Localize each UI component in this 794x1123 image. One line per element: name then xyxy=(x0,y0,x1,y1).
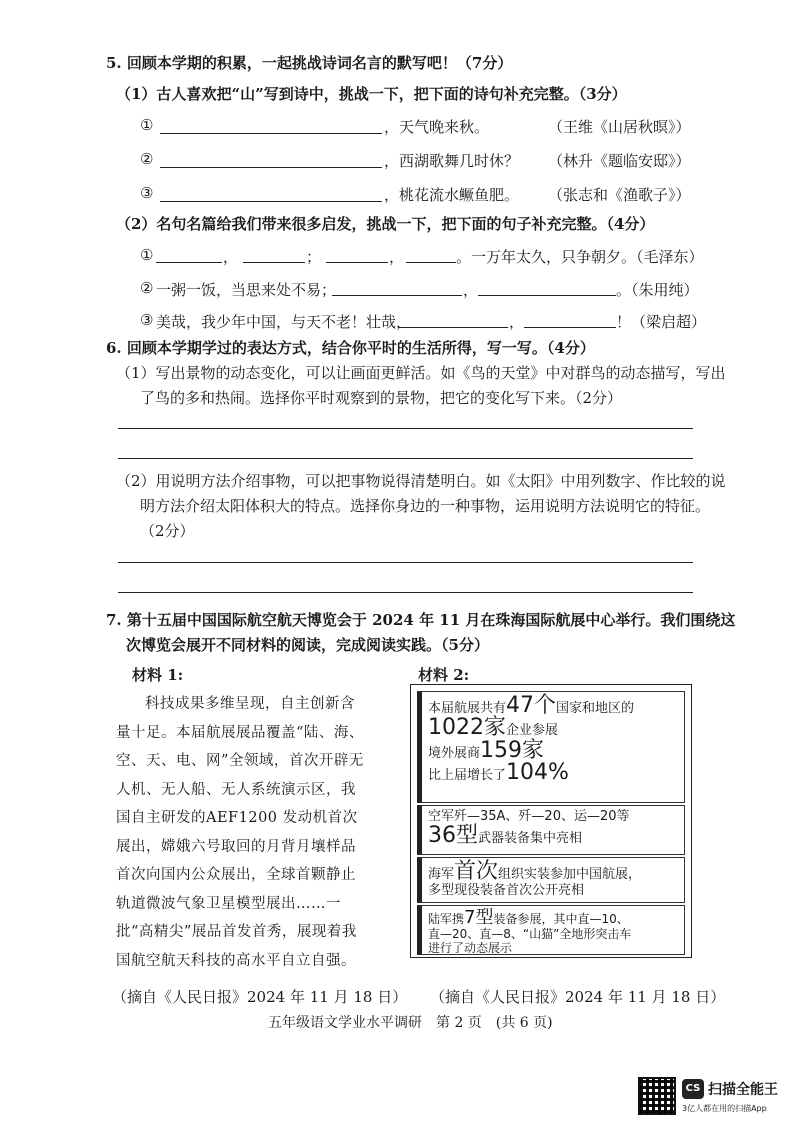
info-number: 7型 xyxy=(464,907,494,928)
info-text: 境外展商 xyxy=(428,745,481,761)
verse-text: ，天气晚来秋。 xyxy=(384,118,490,136)
item-number: ③ xyxy=(140,184,154,202)
q5-title: 5. 回顾本学期的积累，一起挑战诗词名言的默写吧！（7分） xyxy=(106,54,513,72)
blank-line[interactable] xyxy=(398,327,508,328)
info-text: 海军 xyxy=(428,867,455,882)
sentence-prefix: 一粥一饭，当思来处不易； xyxy=(156,281,337,299)
item-number: ② xyxy=(140,279,154,297)
info-number: 159家 xyxy=(480,737,545,763)
blank-line[interactable] xyxy=(160,201,382,202)
verse-source: （林升《题临安邸》） xyxy=(548,152,691,170)
blank-line[interactable] xyxy=(326,262,388,263)
page-footer: 五年级语文学业水平调研 第 2 页 (共 6 页) xyxy=(268,1015,553,1031)
answer-line[interactable] xyxy=(118,562,693,563)
q6-p1-line1: （1）写出景物的动态变化，可以让画面更鲜活。如《鸟的天堂》中对群鸟的动态描写，写出 xyxy=(116,364,726,382)
info-text: 比上届增长了 xyxy=(428,767,507,783)
separator: ； xyxy=(306,248,322,266)
item-number: ② xyxy=(140,150,154,168)
qr-code-icon xyxy=(638,1077,676,1115)
q7-title-line1: 7. 第十五届中国国际航空航天博览会于 2024 年 11 月在珠海国际航展中心举行。我们围绕这 xyxy=(106,611,736,629)
material1-text xyxy=(116,690,366,975)
blank-line[interactable] xyxy=(406,262,456,263)
blank-line[interactable] xyxy=(332,295,462,296)
info-text: 空军歼—35A、歼—20、运—20等 xyxy=(428,809,630,824)
material1-label: 材料 1: xyxy=(132,666,184,684)
answer-line[interactable] xyxy=(118,592,693,593)
material1-source: （摘自《人民日报》2024 年 11 月 18 日） xyxy=(112,988,408,1006)
blank-line[interactable] xyxy=(243,262,305,263)
info-text: 武器装备集中亮相 xyxy=(478,831,583,847)
item-number: ① xyxy=(140,246,154,264)
info-text: 国家和地区的 xyxy=(556,701,635,716)
info-text: 装备参展，其中直—10、 xyxy=(493,912,629,926)
material2-infographic xyxy=(410,684,692,958)
scanner-title: 扫描全能王 xyxy=(708,1082,778,1098)
material2-label: 材料 2: xyxy=(418,666,470,684)
material1-paragraph: 科技成果多维呈现，自主创新含量十足。本届航展展品覆盖“陆、海、空、天、电、网”全领域，首次开辟无人机、无人船、无人系统演示区，我国自主研发的AEF1200 发动机首次展出，嫦娥六号取回的月背月壤样品首次向国内公众展出，全球首颗静止轨道微波气象卫星模型展出……一批“高精尖”展品首发首秀，展现着我国航空航天科技的高水平自立自强。 xyxy=(116,696,364,969)
scanner-subtitle: 3亿人都在用的扫描App xyxy=(682,1104,767,1113)
verse-source: （张志和《渔歌子》） xyxy=(548,186,691,204)
line-tail: 。一万年太久，只争朝夕。（毛泽东） xyxy=(456,248,704,266)
camscanner-logo: CS xyxy=(682,1079,704,1099)
q6-p1-line2: 了鸟的多和热闹。选择你平时观察到的景物，把它的变化写下来。（2分） xyxy=(140,389,623,407)
info-number: 104% xyxy=(506,759,569,785)
blank-line[interactable] xyxy=(156,262,222,263)
info-number: 36型 xyxy=(428,823,478,849)
blank-line[interactable] xyxy=(524,327,616,328)
info-text: 直—20、直—8、“山猫”全地形突击车 xyxy=(428,927,632,941)
info-block-army xyxy=(417,905,685,955)
info-text: 进行了动态展示 xyxy=(428,941,513,956)
blank-line[interactable] xyxy=(478,295,616,296)
verse-text: ，西湖歌舞几时休？ xyxy=(384,152,520,170)
info-text: 组织实装参加中国航展， xyxy=(498,867,642,882)
q6-title: 6. 回顾本学期学过的表达方式，结合你平时的生活所得，写一写。（4分） xyxy=(106,339,595,357)
line-tail: ！（梁启超） xyxy=(616,313,707,331)
blank-line[interactable] xyxy=(160,133,382,134)
q6-p2-line2: 明方法介绍太阳体积大的特点。选择你身边的一种事物，运用说明方法说明它的特征。 xyxy=(140,497,711,515)
info-text: 本届航展共有 xyxy=(428,701,507,716)
verse-source: （王维《山居秋暝》） xyxy=(548,118,691,136)
q5-sub1: （1）古人喜欢把“山”写到诗中，挑战一下，把下面的诗句补充完整。（3分） xyxy=(116,85,627,103)
separator: ， xyxy=(463,281,479,299)
blank-line[interactable] xyxy=(160,167,382,168)
separator: ， xyxy=(389,248,405,266)
q6-p2-line1: （2）用说明方法介绍事物，可以把事物说得清楚明白。如《太阳》中用列数字、作比较的说 xyxy=(116,472,726,490)
answer-line[interactable] xyxy=(118,458,693,459)
info-block-navy xyxy=(417,857,685,903)
item-number: ① xyxy=(140,116,154,134)
verse-text: ，桃花流水鳜鱼肥。 xyxy=(384,186,520,204)
info-text: 陆军携 xyxy=(428,912,465,926)
answer-line[interactable] xyxy=(118,428,693,429)
info-number: 1022家 xyxy=(428,715,506,741)
separator: ， xyxy=(509,313,525,331)
info-text: 多型现役装备首次公开亮相 xyxy=(428,883,585,899)
info-block-airforce xyxy=(417,805,685,855)
q6-p2-line3: （2分） xyxy=(140,522,195,540)
q5-sub2: （2）名句名篇给我们带来很多启发，挑战一下，把下面的句子补充完整。（4分） xyxy=(116,215,655,233)
q7-title-line2: 次博览会展开不同材料的阅读，完成阅读实践。（5分） xyxy=(126,636,489,654)
material2-source: （摘自《人民日报》2024 年 11 月 18 日） xyxy=(430,988,726,1006)
line-tail: 。（朱用纯） xyxy=(616,281,699,299)
separator: ， xyxy=(223,248,239,266)
info-number: 首次 xyxy=(454,859,499,884)
item-number: ③ xyxy=(140,311,154,329)
info-text: 企业参展 xyxy=(506,723,559,739)
info-block-exhibitors xyxy=(417,691,685,803)
info-number: 47个 xyxy=(506,693,557,718)
sentence-prefix: 美哉，我少年中国，与天不老！壮哉， xyxy=(156,313,412,331)
